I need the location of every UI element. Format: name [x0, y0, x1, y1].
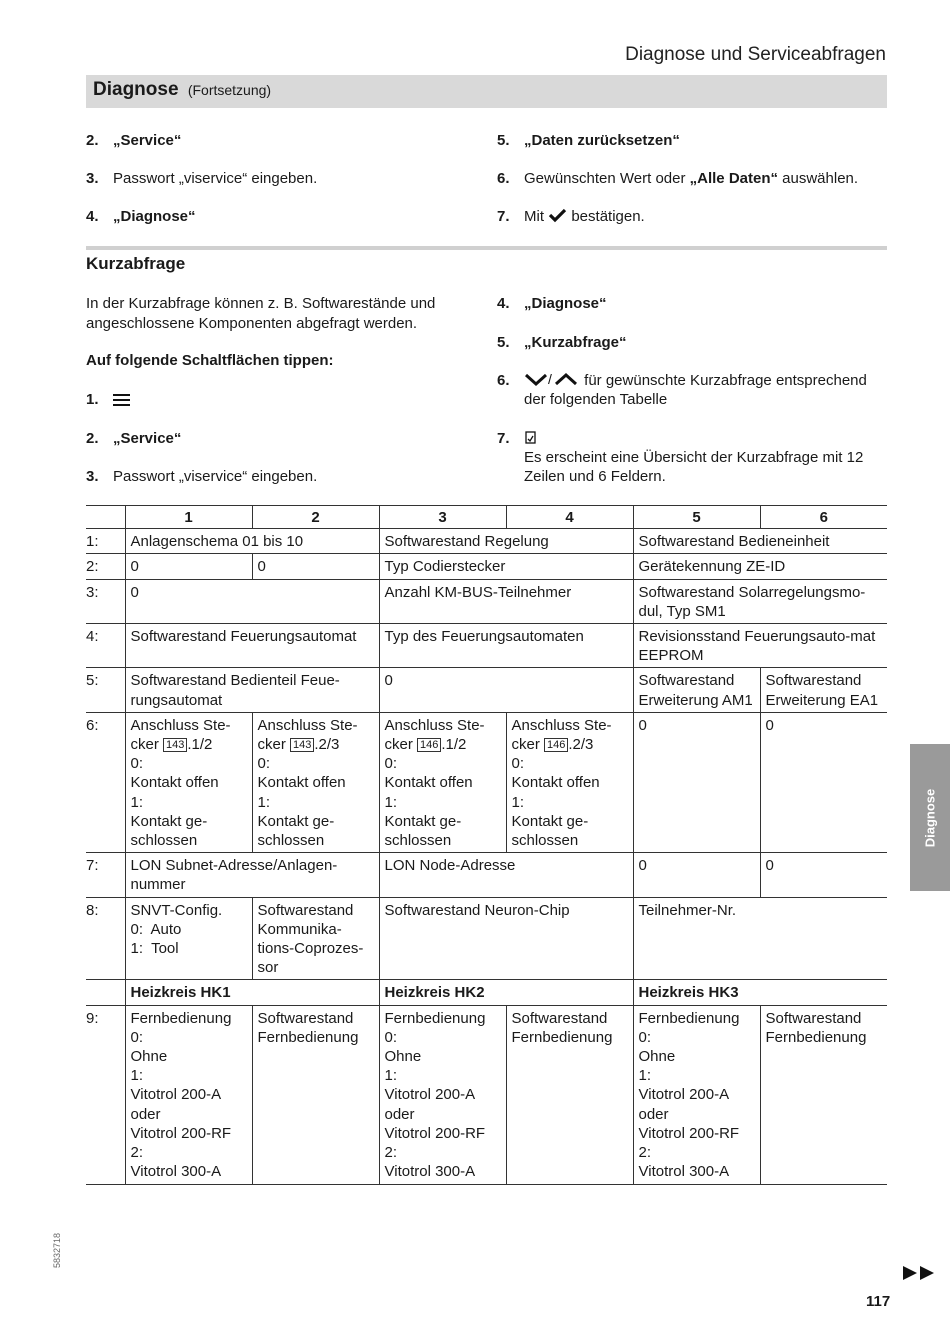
table-header-cell: 1 [125, 506, 252, 529]
step-text-post: auswählen. [778, 170, 859, 187]
row-label: 2: [86, 554, 125, 579]
step-5 [497, 131, 887, 151]
table-row [86, 668, 887, 712]
cell-line: Fernbedienung [384, 1009, 486, 1027]
table-cell: Softwarestand Erweiterung EA1 [760, 668, 887, 712]
table-cell: 0 [760, 712, 887, 852]
table-cell: 0 [760, 853, 887, 897]
table-cell-fernbedienung [379, 1005, 506, 1184]
step-7 [497, 207, 887, 227]
table-cell: Typ Codierstecker [379, 554, 633, 579]
table-cell: Anzahl KM-BUS-Teilnehmer [379, 579, 633, 623]
step-number: 4. [86, 208, 99, 225]
table-cell: Typ des Feuerungsautomaten [379, 624, 633, 668]
table-cell: Softwarestand Neuron-Chip [379, 897, 633, 980]
cell-text: .1/2 [441, 736, 467, 754]
cell-line: Vitotrol 300-A [130, 1163, 222, 1181]
step-2 [86, 131, 466, 151]
k-step-5 [497, 333, 887, 353]
k-step-2 [86, 429, 466, 449]
table-cell: Softwarestand Regelung [379, 529, 633, 554]
step-number: 2. [86, 132, 99, 149]
table-header-cell: 3 [379, 506, 506, 529]
step-4 [86, 207, 466, 227]
kurzabfrage-table [86, 505, 887, 1185]
cell-text: Anschluss Ste-cker [257, 716, 358, 754]
cell-line: Vitotrol 200-A [130, 1086, 222, 1104]
table-cell-stecker [379, 712, 506, 852]
step-text [113, 390, 130, 409]
page-header-title: Diagnose und Serviceabfragen [625, 44, 886, 65]
section-title-main: Diagnose [93, 79, 179, 100]
kurzabfrage-title: Kurzabfrage [86, 254, 186, 273]
cell-text: .2/3 [568, 736, 594, 754]
section-title [93, 79, 271, 101]
table-cell: Softwarestand Erweiterung AM1 [633, 668, 760, 712]
table-cell: LON Subnet-Adresse/Anlagen-nummer [125, 853, 379, 897]
side-tab-diagnose [910, 744, 950, 891]
table-header-cell: 2 [252, 506, 379, 529]
table-row [86, 712, 887, 852]
table-row [86, 624, 887, 668]
cell-text: .1/2 [187, 736, 213, 754]
cell-line: Fernbedienung [130, 1009, 232, 1027]
step-number: 5. [497, 334, 510, 351]
svg-text:/: / [548, 371, 552, 387]
step-text: „Kurzabfrage“ [524, 334, 627, 351]
cell-text: Anschluss Ste-cker [130, 716, 231, 754]
cell-line: 0: [130, 755, 144, 773]
step-text-main: Es erscheint eine Übersicht der Kurzabfrage mit 12 Zeilen und 6 Feldern. [524, 449, 864, 485]
plug-number-box: 143 [290, 738, 314, 752]
table-header-cell [86, 506, 125, 529]
table-cell: Teilnehmer-Nr. [633, 897, 887, 980]
cell-line: Ohne [638, 1048, 676, 1066]
step-text: „Diagnose“ [524, 295, 607, 312]
step-text [524, 429, 886, 486]
divider [86, 246, 887, 250]
step-number: 6. [497, 170, 510, 187]
side-tab-label: Diagnose [922, 788, 938, 847]
table-cell [125, 897, 252, 980]
cell-line: 1: [384, 1067, 398, 1085]
row-label: 9: [86, 1005, 125, 1184]
step-number: 3. [86, 170, 99, 187]
cell-line: 2: [384, 1144, 398, 1162]
cell-text: .2/3 [314, 736, 340, 754]
table-row-heizkreis [86, 980, 887, 1005]
table-cell: 0 [252, 554, 379, 579]
table-row [86, 554, 887, 579]
cell-line: oder [130, 1105, 161, 1123]
step-number: 7. [497, 430, 510, 447]
k-step-3 [86, 467, 466, 487]
cell-line: 1: [130, 1067, 144, 1085]
table-cell: Softwarestand Solarregelungsmo-dul, Typ SM1 [633, 579, 887, 623]
step-number: 5. [497, 132, 510, 149]
table-cell-fernbedienung [633, 1005, 760, 1184]
cell-line: 2: [130, 1144, 144, 1162]
cell-line: Kontakt offen [257, 774, 346, 792]
plug-number-box: 146 [417, 738, 441, 752]
cell-line: 0: [257, 755, 271, 773]
step-text [524, 169, 858, 188]
cell-line: Kontakt ge-schlossen [130, 812, 208, 850]
row-label: 7: [86, 853, 125, 897]
table-cell-stecker [252, 712, 379, 852]
cell-line: Kontakt ge-schlossen [384, 812, 462, 850]
step-text [524, 371, 886, 409]
table-row [86, 853, 887, 897]
cell-text: Anschluss Ste-cker [384, 716, 485, 754]
cell-text: Anschluss Ste-cker [511, 716, 612, 754]
cell-line: 1: [511, 793, 525, 811]
plug-number-box: 146 [544, 738, 568, 752]
table-row [86, 579, 887, 623]
tap-heading: Auf folgende Schaltflächen tippen: [86, 352, 334, 369]
cell-line: Vitotrol 200-RF [638, 1124, 740, 1142]
table-cell-stecker [506, 712, 633, 852]
table-row [86, 529, 887, 554]
cell-line: 0: Auto [130, 920, 182, 938]
document-number: 5832718 [52, 1232, 62, 1268]
table-cell: Softwarestand Feuerungsautomat [125, 624, 379, 668]
k-step-4 [497, 294, 887, 314]
table-cell: Softwarestand Kommunika-tions-Coprozes-sor [252, 897, 379, 980]
k-step-1 [86, 390, 466, 410]
cell-line: Ohne [384, 1048, 422, 1066]
cell-line: Kontakt offen [384, 774, 473, 792]
step-text-bold: „Alle Daten“ [689, 170, 778, 187]
cell-line: SNVT-Config. [130, 901, 223, 919]
row-label: 1: [86, 529, 125, 554]
step-number: 6. [497, 372, 510, 389]
cell-line: 0: [130, 1028, 144, 1046]
heizkreis-hk3-label: Heizkreis HK3 [633, 980, 887, 1005]
cell-line: Kontakt offen [130, 774, 219, 792]
cell-line: 0: [384, 755, 398, 773]
table-header-cell: 6 [760, 506, 887, 529]
step-number: 4. [497, 295, 510, 312]
step-text: Passwort „viservice“ eingeben. [113, 170, 318, 187]
step-text: Passwort „viservice“ eingeben. [113, 468, 318, 485]
step-text: „Service“ [113, 132, 182, 149]
cell-line: oder [384, 1105, 415, 1123]
table-cell: LON Node-Adresse [379, 853, 633, 897]
cell-line: Vitotrol 200-A [638, 1086, 730, 1104]
step-text: „Daten zurücksetzen“ [524, 132, 680, 149]
cell-line: Vitotrol 200-RF [130, 1124, 232, 1142]
cell-line: 1: [384, 793, 398, 811]
cell-line: 0: [638, 1028, 652, 1046]
table-header-row [86, 506, 887, 529]
section-bar [86, 75, 887, 108]
k-step-6 [497, 371, 887, 411]
row-label: 3: [86, 579, 125, 623]
step-number: 3. [86, 468, 99, 485]
kurzabfrage-intro: In der Kurzabfrage können z. B. Softwarestände und angeschlossene Komponenten abgefragt werden. [86, 295, 436, 332]
cell-line: 1: [130, 793, 144, 811]
cell-line: Vitotrol 300-A [638, 1163, 730, 1181]
cell-line: 1: [638, 1067, 652, 1085]
table-row [86, 1005, 887, 1184]
cell-line: 1: Tool [130, 940, 179, 958]
row-label: 6: [86, 712, 125, 852]
menu-icon [113, 394, 130, 406]
next-page-icon [902, 1265, 938, 1286]
cell-line: Fernbedienung [638, 1009, 740, 1027]
page-number: 117 [866, 1293, 891, 1310]
table-cell-fernbedienung [125, 1005, 252, 1184]
heizkreis-hk2-label: Heizkreis HK2 [379, 980, 633, 1005]
step-text-pre: Mit [524, 208, 549, 225]
step-text-post: bestätigen. [567, 208, 645, 225]
step-number: 2. [86, 430, 99, 447]
table-header-cell: 5 [633, 506, 760, 529]
step-text-main: für gewünschte Kurzabfrage entsprechend der folgenden Tabelle [524, 372, 867, 408]
cell-line: Ohne [130, 1048, 168, 1066]
row-label: 4: [86, 624, 125, 668]
check-icon [548, 208, 567, 223]
table-cell: Softwarestand Bedieneinheit [633, 529, 887, 554]
table-cell: Anlagenschema 01 bis 10 [125, 529, 379, 554]
table-header-cell: 4 [506, 506, 633, 529]
cell-line: 0: [511, 755, 525, 773]
row-label: 8: [86, 897, 125, 980]
step-3 [86, 169, 466, 189]
plug-number-box: 143 [163, 738, 187, 752]
cell-line: Kontakt ge-schlossen [257, 812, 335, 850]
table-cell: 0 [125, 579, 379, 623]
k-step-7 [497, 429, 887, 489]
cell-line: Kontakt ge-schlossen [511, 812, 589, 850]
step-number: 1. [86, 391, 99, 408]
table-cell: Softwarestand Fernbedienung [506, 1005, 633, 1184]
cell-line: Vitotrol 200-RF [384, 1124, 486, 1142]
table-cell-stecker [125, 712, 252, 852]
table-cell: Softwarestand Fernbedienung [760, 1005, 887, 1184]
step-text [524, 207, 645, 226]
table-cell: 0 [125, 554, 252, 579]
cell-line: Vitotrol 300-A [384, 1163, 476, 1181]
step-text: „Diagnose“ [113, 208, 196, 225]
cell-line: 0: [384, 1028, 398, 1046]
table-cell: Revisionsstand Feuerungsauto-mat EEPROM [633, 624, 887, 668]
step-number: 7. [497, 208, 510, 225]
cell-line: 1: [257, 793, 271, 811]
cell-line: oder [638, 1105, 669, 1123]
row-label [86, 980, 125, 1005]
table-cell: Softwarestand Bedienteil Feue-rungsautomat [125, 668, 379, 712]
step-text-pre: Gewünschten Wert oder [524, 170, 690, 187]
chevron-down-up-icon [524, 371, 580, 387]
table-cell: 0 [379, 668, 633, 712]
table-cell: Softwarestand Fernbedienung [252, 1005, 379, 1184]
table-cell: 0 [633, 712, 760, 852]
cell-line: 2: [638, 1144, 652, 1162]
section-title-sub: (Fortsetzung) [187, 82, 272, 98]
row-label: 5: [86, 668, 125, 712]
table-row [86, 897, 887, 980]
table-cell: 0 [633, 853, 760, 897]
table-cell: Gerätekennung ZE-ID [633, 554, 887, 579]
heizkreis-hk1-label: Heizkreis HK1 [125, 980, 379, 1005]
query-icon [524, 430, 538, 445]
step-6 [497, 169, 887, 189]
cell-line: Kontakt offen [511, 774, 600, 792]
cell-line: Vitotrol 200-A [384, 1086, 476, 1104]
step-text: „Service“ [113, 430, 182, 447]
